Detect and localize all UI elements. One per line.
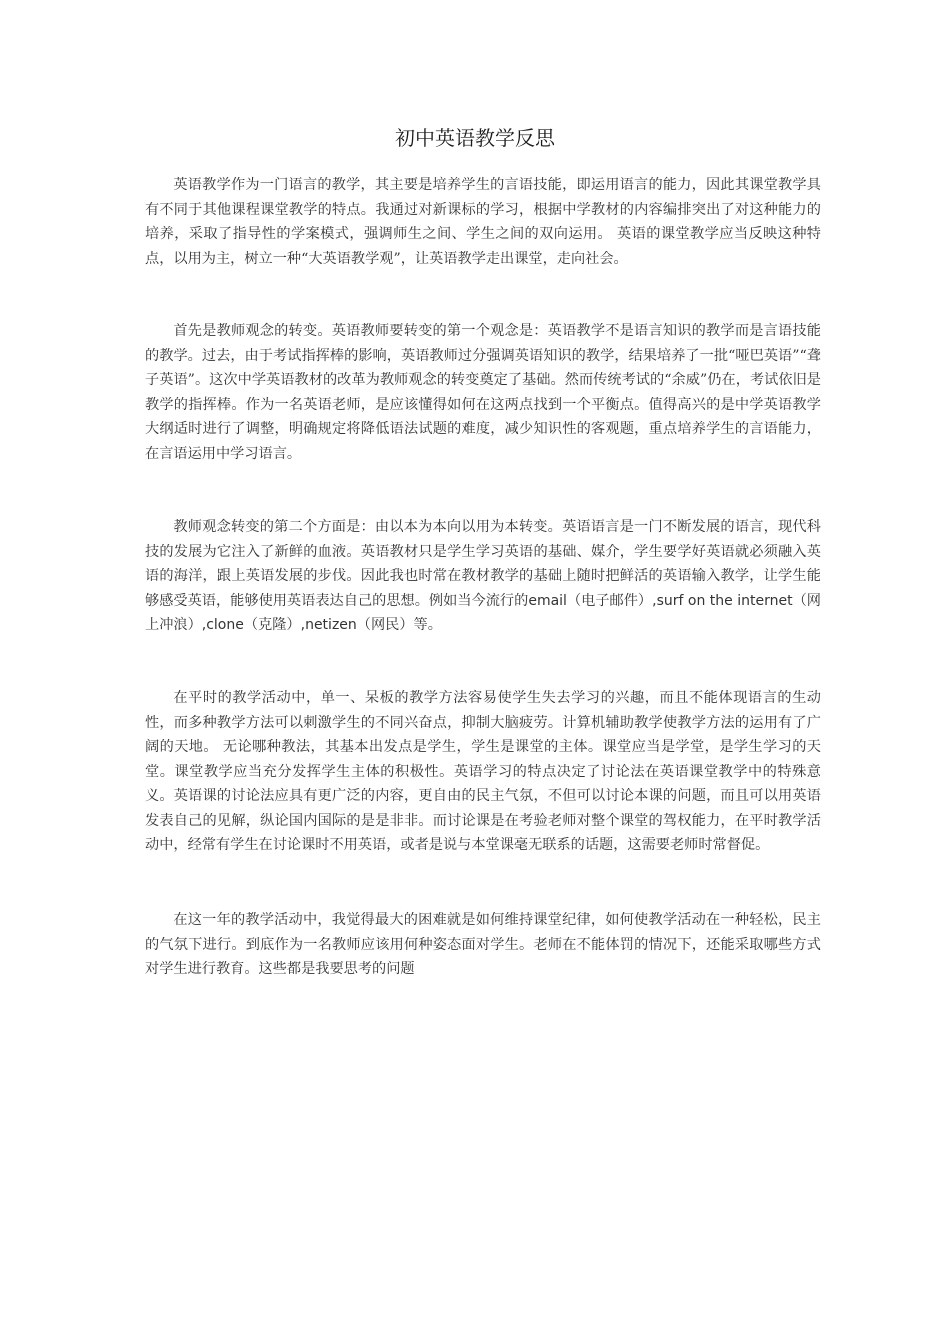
paragraph-teaching-methods: 在平时的教学活动中，单一、呆板的教学方法容易使学生失去学习的兴趣，而且不能体现语言的生动性，而多种教学方法可以刺激学生的不同兴奋点，抑制大脑疲劳。计算机辅助教学使教学方法的运用有了广阔的天地。 无论哪种教法，其基本出发点是学生，学生是课堂的主体。课堂应当是学堂，是学生学习的天堂。课堂教学应当充分发挥学生主体的积极性。英语学习的特点决定了讨论法在英语课堂教学中的特殊意义。英语课的讨论法应具有更广泛的内容，更自由的民主气氛，不但可以讨论本课的问题，而且可以用英语发表自己的见解，纵论国内国际的是是非非。而讨论课是在考验老师对整个课堂的驾权能力，在平时教学活动中，经常有学生在讨论课时不用英语，或者是说与本堂课毫无联系的话题，这需要老师时常督促。 (145, 690, 821, 853)
paragraph-teacher-concept: 首先是教师观念的转变。英语教师要转变的第一个观念是：英语教学不是语言知识的教学而是言语技能的教学。过去，由于考试指挥棒的影响，英语教师过分强调英语知识的教学，结果培养了一批“哑巴英语”“聋子英语”。这次中学英语教材的改革为教师观念的转变奠定了基础。然而传统考试的“余威”仍在，考试依旧是教学的指挥棒。作为一名英语老师，是应该懂得如何在这两点找到一个平衡点。值得高兴的是中学英语教学大纲适时进行了调整，明确规定将降低语法试题的难度，减少知识性的客观题，重点培养学生的言语能力，在言语运用中学习语言。 (145, 323, 821, 462)
paragraph-classroom-discipline: 在这一年的教学活动中，我觉得最大的困难就是如何维持课堂纪律，如何使教学活动在一种轻松，民主的气氛下进行。到底作为一名教师应该用何种姿态面对学生。老师在不能体罚的情况下，还能采取哪些方式对学生进行教育。这些都是我要思考的问题 (145, 912, 821, 977)
paragraph-second-aspect-end: （网民）等。 (356, 617, 442, 633)
term-email-meaning: （电子邮件） (566, 592, 653, 609)
paragraph-second-aspect (145, 515, 821, 638)
term-clone-meaning: （克隆） (243, 617, 301, 633)
term-email: email (528, 592, 567, 609)
term-clone: ,clone (201, 617, 244, 633)
paragraph-intro: 英语教学作为一门语言的教学，其主要是培养学生的言语技能，即运用语言的能力，因此其课堂教学具有不同于其他课程课堂教学的特点。我通过对新课标的学习，根据中学教材的内容编排突出了对这种能力的培养，采取了指导性的学案模式，强调师生之间、学生之间的双向运用。 英语的课堂教学应当反映这种特点，以用为主，树立一种“大英语教学观”，让英语教学走出课堂，走向社会。 (145, 177, 821, 267)
term-surf-on-the-internet: ,surf on the internet (652, 592, 793, 609)
document-title: 初中英语教学反思 (395, 126, 555, 150)
term-surf-meaning: （网上冲浪） (145, 592, 821, 633)
paragraph-second-aspect-text: 教师观念转变的第二个方面是：由以本为本向以用为本转变。英语语言是一门不断发展的语言，现代科技的发展为它注入了新鲜的血液。英语教材只是学生学习英语的基础、媒介，学生要学好英语就必须融入英语的海洋，跟上英语发展的步伐。因此我也时常在教材教学的基础上随时把鲜活的英语输入教学，让学生能够感受英语，能够使用英语表达自己的思想。例如当今流行的 (145, 519, 821, 609)
term-netizen: ,netizen (300, 617, 357, 633)
